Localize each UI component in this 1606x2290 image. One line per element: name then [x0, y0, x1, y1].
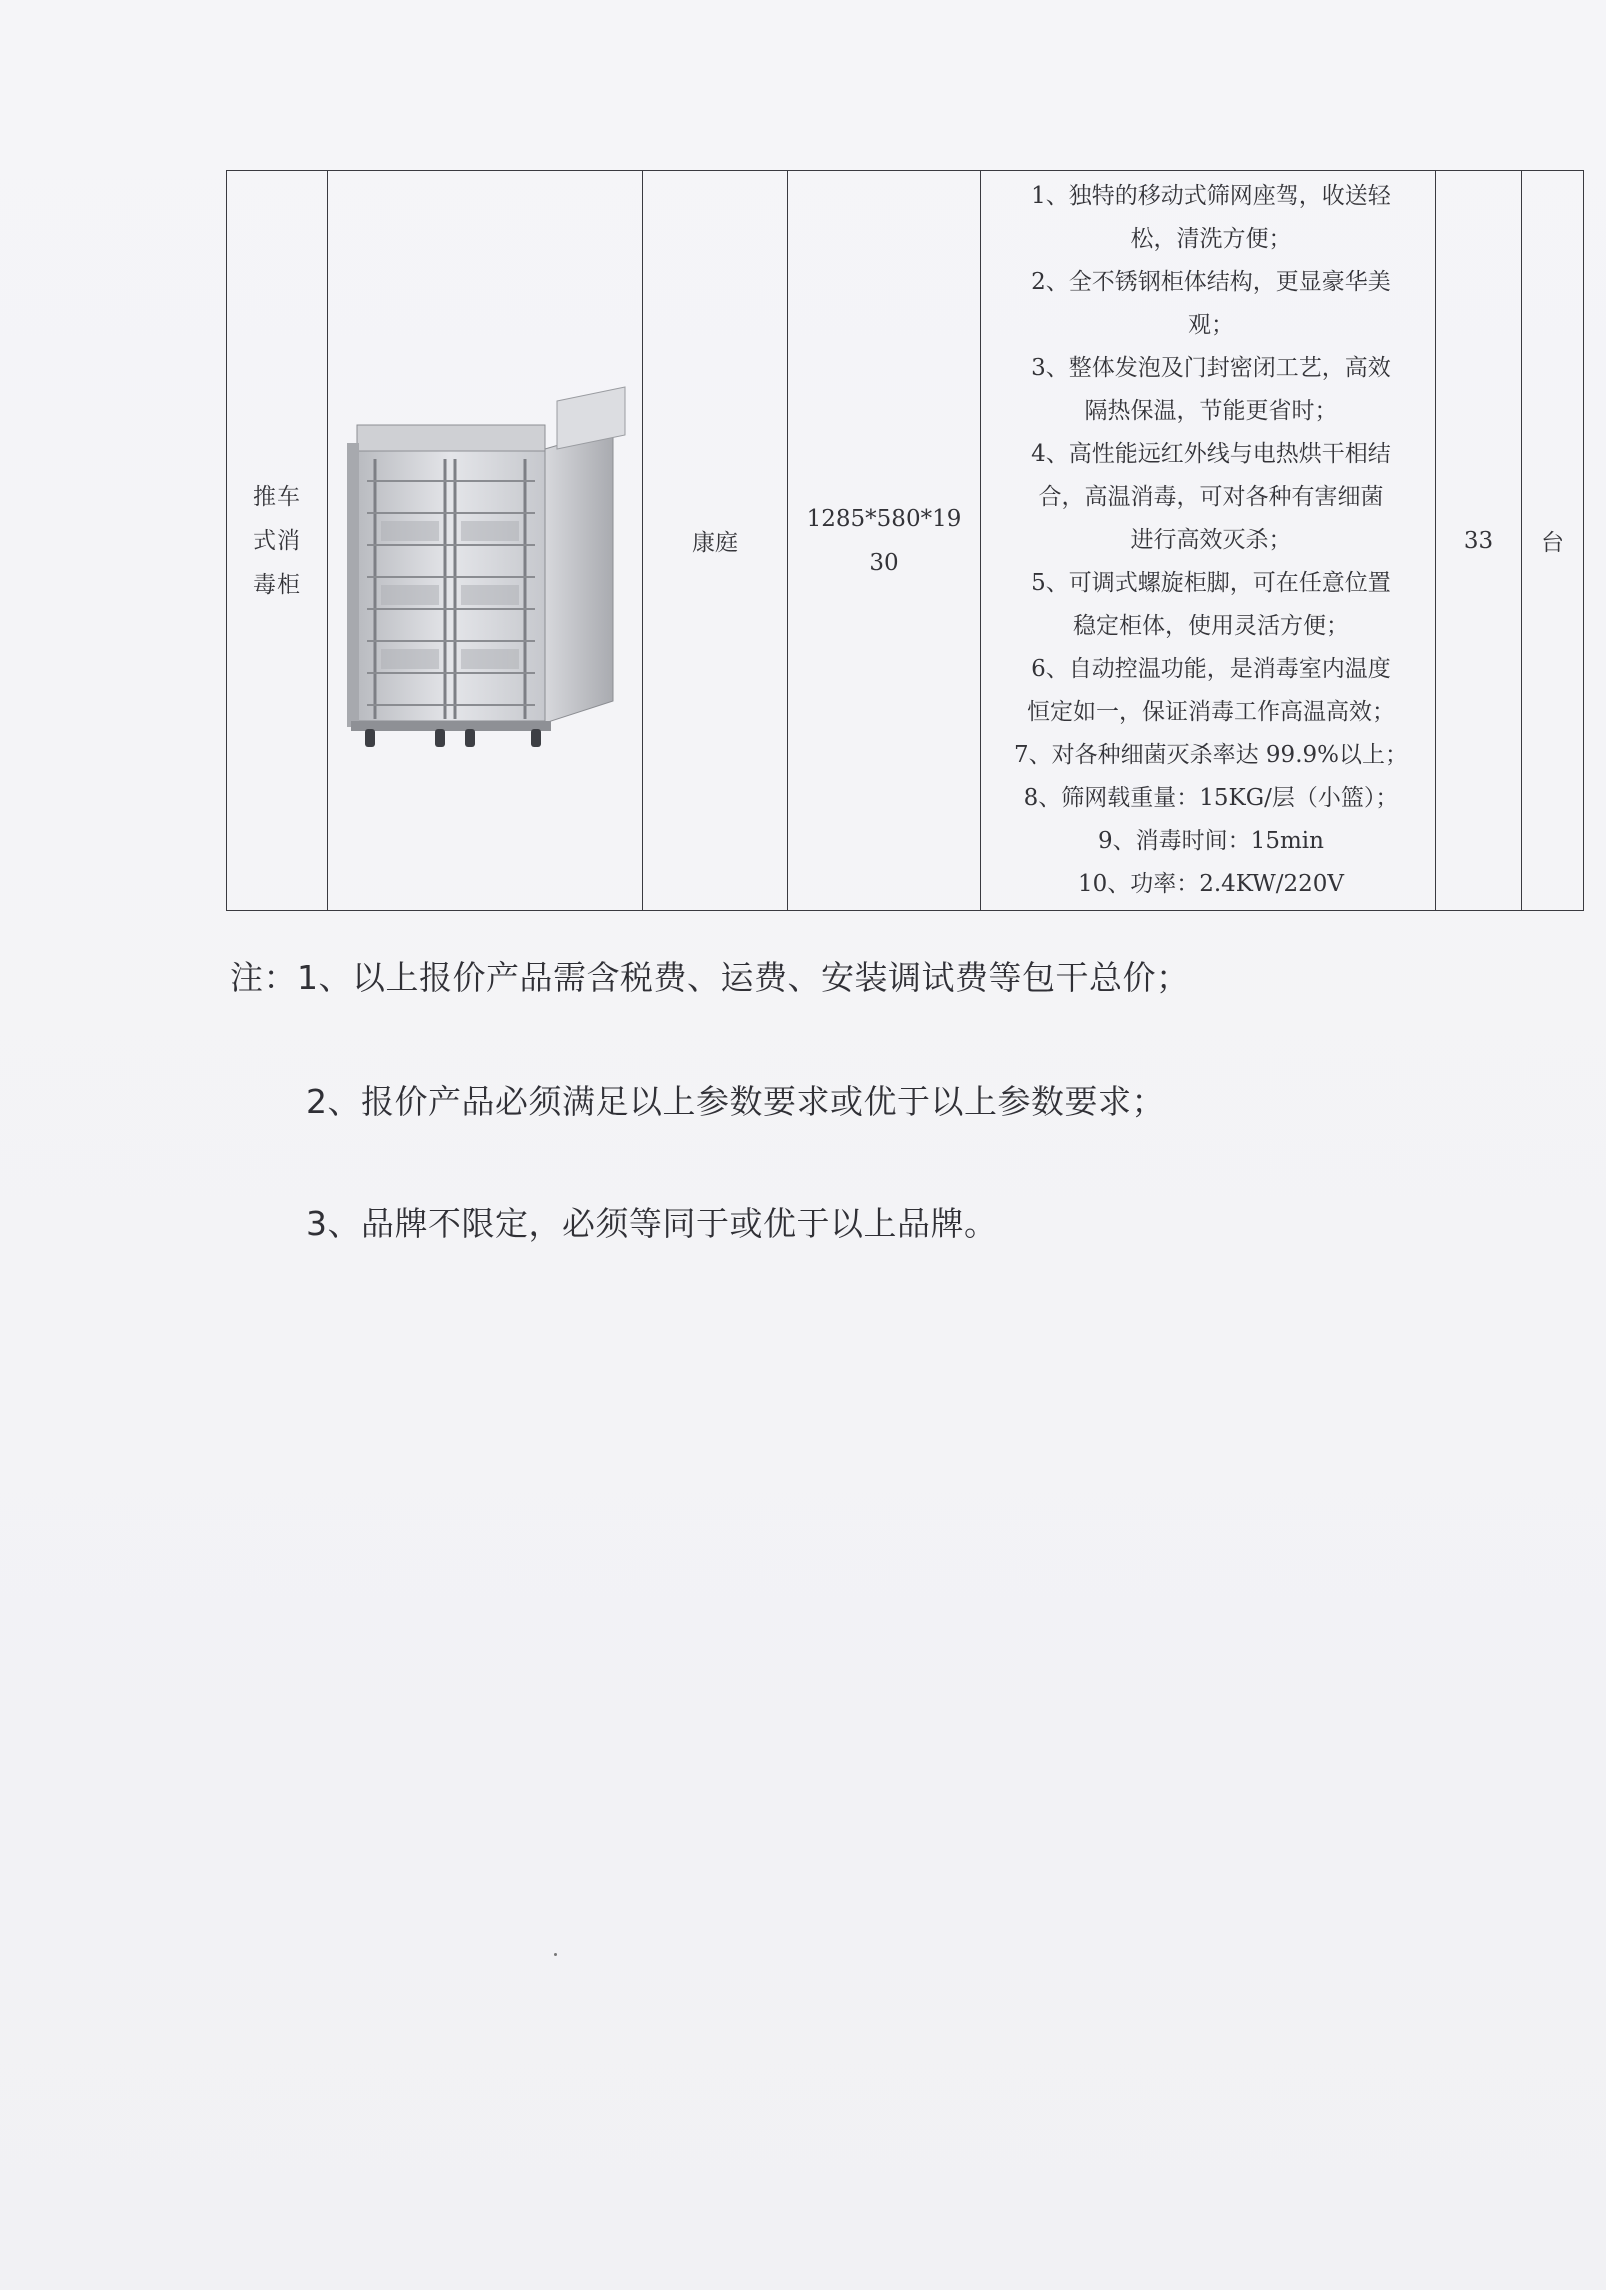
note-line-2: 2、报价产品必须满足以上参数要求或优于以上参数要求； [306, 1082, 1165, 1121]
param-line: 隔热保温，节能更省时； [1084, 398, 1338, 424]
param-line: 3、整体发泡及门封密闭工艺，高效 [1031, 355, 1391, 381]
size-line: 30 [869, 549, 899, 576]
parameters-cell [981, 171, 1436, 911]
note-line-3: 3、品牌不限定，必须等同于或优于以上品牌。 [306, 1204, 998, 1243]
note-line-1: 注：1、以上报价产品需含税费、运费、安装调试费等包干总价； [230, 958, 1190, 997]
brand-text: 康庭 [692, 530, 738, 556]
unit-cell [1522, 171, 1584, 911]
param-line: 松，清洗方便； [1130, 226, 1292, 252]
param-line: 8、筛网载重量：15KG/层（小篮）； [1023, 785, 1399, 811]
param-line: 10、功率：2.4KW/220V [1077, 871, 1345, 897]
param-line: 2、全不锈钢柜体结构，更显豪华美 [1031, 269, 1391, 295]
param-line: 5、可调式螺旋柜脚，可在任意位置 [1031, 570, 1391, 596]
param-line: 7、对各种细菌灭杀率达 99.9%以上； [1013, 742, 1408, 768]
scan-speck [554, 1953, 557, 1956]
param-line: 4、高性能远红外线与电热烘干相结 [1031, 441, 1391, 467]
product-name-line: 毒柜 [253, 571, 301, 598]
param-line: 观； [1188, 312, 1234, 338]
param-line: 1、独特的移动式筛网座驾，收送轻 [1031, 183, 1391, 209]
param-line: 稳定柜体，使用灵活方便； [1073, 613, 1349, 639]
param-line: 9、消毒时间：15min [1098, 828, 1324, 854]
quantity-text: 33 [1463, 527, 1494, 554]
param-line: 6、自动控温功能，是消毒室内温度 [1031, 656, 1391, 682]
disinfection-cabinet-photo-icon [335, 331, 635, 751]
product-spec-table [226, 170, 1584, 911]
table-row [227, 171, 1584, 911]
param-line: 合，高温消毒，可对各种有害细菌 [1038, 484, 1384, 510]
product-name-line: 式消 [253, 527, 301, 554]
product-name-cell [227, 171, 328, 911]
size-line: 1285*580*19 [806, 505, 962, 532]
param-line: 进行高效灭杀； [1130, 527, 1292, 553]
unit-text: 台 [1541, 530, 1564, 556]
product-image-cell [328, 171, 643, 911]
product-name-line: 推车 [253, 483, 301, 510]
quantity-cell [1436, 171, 1522, 911]
param-line: 恒定如一，保证消毒工作高温高效； [1027, 699, 1395, 725]
size-cell [788, 171, 981, 911]
brand-cell [643, 171, 788, 911]
